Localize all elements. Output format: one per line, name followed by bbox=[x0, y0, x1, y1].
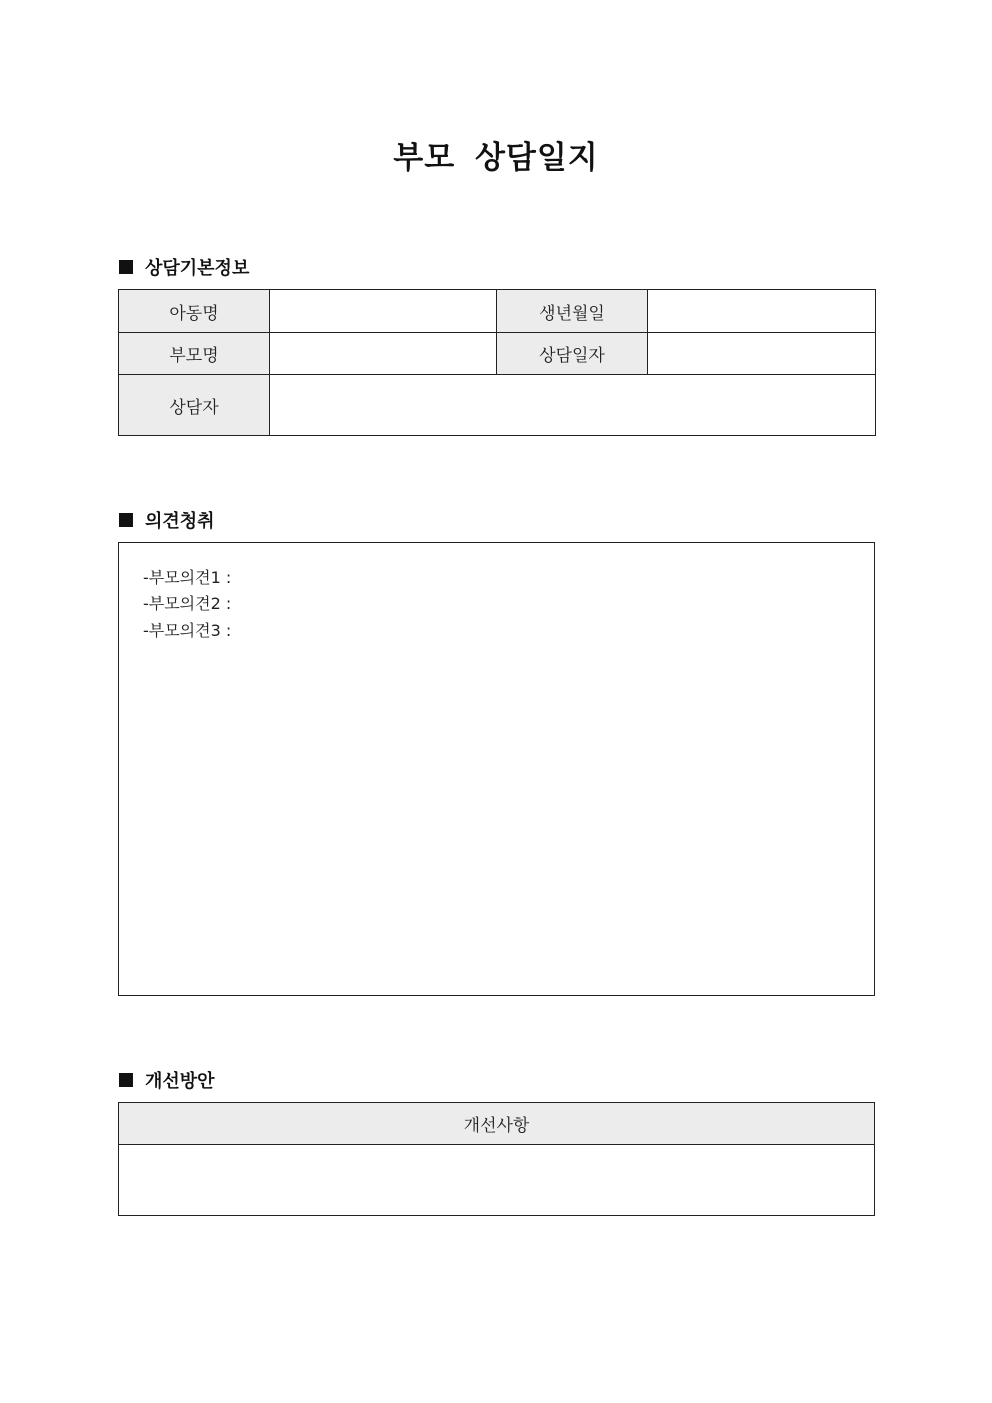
birthdate-field[interactable] bbox=[648, 290, 876, 333]
child-name-label: 아동명 bbox=[119, 290, 270, 333]
parent-name-field[interactable] bbox=[270, 333, 497, 375]
improvement-table bbox=[118, 1102, 875, 1216]
basic-info-table bbox=[118, 289, 876, 436]
child-name-field[interactable] bbox=[270, 290, 497, 333]
birthdate-label: 생년월일 bbox=[497, 290, 648, 333]
basic-info-heading bbox=[119, 254, 249, 280]
table-row bbox=[119, 333, 876, 375]
opinion-line-2: -부모의견2 : bbox=[143, 594, 232, 613]
improvement-heading-text: 개선방안 bbox=[145, 1071, 215, 1092]
basic-info-heading-text: 상담기본정보 bbox=[145, 258, 250, 279]
page-title: 부모 상담일지 bbox=[393, 140, 599, 176]
parent-name-label: 부모명 bbox=[119, 333, 270, 375]
table-row bbox=[119, 1145, 875, 1216]
square-bullet-icon bbox=[119, 1073, 133, 1087]
counselor-label: 상담자 bbox=[119, 375, 270, 436]
improvement-heading bbox=[119, 1067, 215, 1093]
opinions-heading bbox=[119, 507, 215, 533]
square-bullet-icon bbox=[119, 260, 133, 274]
consult-date-field[interactable] bbox=[648, 333, 876, 375]
opinions-box[interactable] bbox=[118, 542, 875, 996]
opinions-heading-text: 의견청취 bbox=[145, 511, 215, 532]
opinion-line-3: -부모의견3 : bbox=[143, 621, 232, 640]
table-row bbox=[119, 290, 876, 333]
improvement-field[interactable] bbox=[119, 1145, 875, 1216]
square-bullet-icon bbox=[119, 513, 133, 527]
table-row bbox=[119, 375, 876, 436]
opinion-line-1: -부모의견1 : bbox=[143, 568, 232, 587]
table-row bbox=[119, 1103, 875, 1145]
counselor-field[interactable] bbox=[270, 375, 876, 436]
consult-date-label: 상담일자 bbox=[497, 333, 648, 375]
improvement-column-label: 개선사항 bbox=[119, 1103, 875, 1145]
